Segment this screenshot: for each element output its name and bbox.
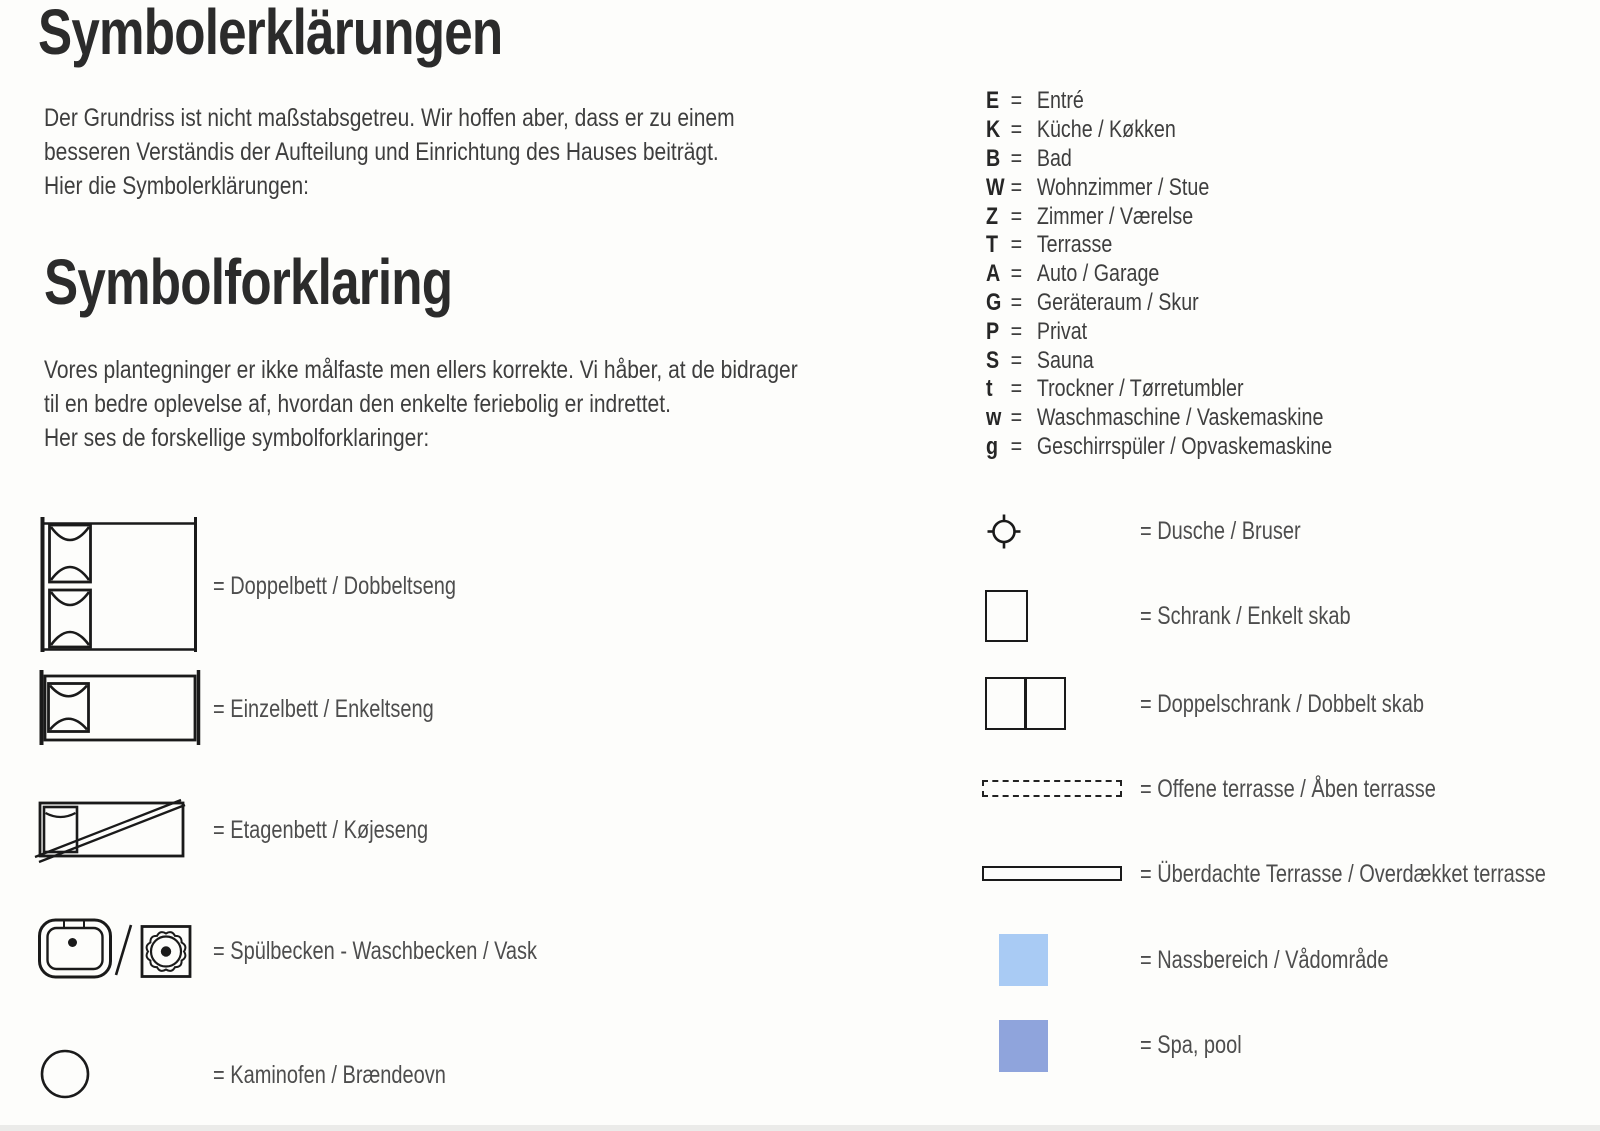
open-terrace-label: = Offene terrasse / Åben terrasse	[1140, 775, 1436, 803]
room-code-label: Waschmaschine / Vaskemaskine	[1036, 404, 1324, 432]
intro-da-line-1: Vores plantegninger er ikke målfaste men ellers korrekte. Vi håber, at de bidrager	[44, 356, 798, 384]
equals-sign: =	[1010, 260, 1023, 288]
room-code-row	[986, 231, 1332, 260]
room-code-letter: E	[986, 87, 1000, 115]
room-code-label: Terrasse	[1036, 231, 1113, 259]
wood-stove-icon	[38, 1044, 92, 1106]
double-wardrobe-label: = Doppelschrank / Dobbelt skab	[1140, 690, 1425, 718]
room-code-letter: G	[986, 288, 1002, 316]
room-code-row	[986, 289, 1332, 318]
equals-sign: =	[1010, 404, 1023, 432]
sink-washbasin-label: = Spülbecken - Waschbecken / Vask	[213, 937, 538, 965]
open-terrace-icon	[982, 780, 1122, 797]
room-code-row	[986, 87, 1332, 116]
room-code-label: Geräteraum / Skur	[1036, 288, 1199, 316]
room-code-label: Küche / Køkken	[1036, 116, 1176, 144]
room-code-letter: B	[986, 144, 1001, 172]
room-code-letter: t	[986, 375, 993, 403]
wardrobe-divider-line	[1024, 679, 1026, 728]
room-code-label: Privat	[1036, 317, 1088, 345]
equals-sign: =	[1010, 231, 1023, 259]
page-title-german: Symbolerklärungen	[38, 0, 503, 68]
intro-de-line-3: Hier die Symbolerklärungen:	[44, 172, 309, 200]
room-code-row	[986, 145, 1332, 174]
single-bed-icon	[34, 664, 204, 748]
room-code-row	[986, 173, 1332, 202]
equals-sign: =	[1010, 173, 1023, 201]
room-code-label: Wohnzimmer / Stue	[1036, 173, 1210, 201]
intro-de-line-1: Der Grundriss ist nicht maßstabsgetreu. Wir hoffen aber, dass er zu einem	[44, 104, 735, 132]
room-code-row	[986, 346, 1332, 375]
room-code-letter: T	[986, 231, 999, 259]
equals-sign: =	[1010, 375, 1023, 403]
bunk-bed-icon	[32, 794, 188, 866]
equals-sign: =	[1010, 317, 1023, 345]
bunk-bed-label: = Etagenbett / Køjeseng	[213, 816, 429, 844]
sink-washbasin-icon	[36, 912, 198, 980]
room-code-row	[986, 202, 1332, 231]
room-code-label: Geschirrspüler / Opvaskemaskine	[1036, 432, 1333, 460]
room-code-row	[986, 433, 1332, 462]
room-code-letter: W	[986, 173, 1005, 201]
room-code-row	[986, 116, 1332, 145]
equals-sign: =	[1010, 116, 1023, 144]
shower-label: = Dusche / Bruser	[1140, 517, 1301, 545]
page-title-danish: Symbolforklaring	[44, 246, 453, 318]
equals-sign: =	[1010, 144, 1023, 172]
room-code-letter: w	[986, 404, 1002, 432]
wood-stove-label: = Kaminofen / Brændeovn	[213, 1061, 446, 1089]
equals-sign: =	[1010, 202, 1023, 230]
room-code-row	[986, 404, 1332, 433]
equals-sign: =	[1010, 87, 1023, 115]
intro-da-line-3: Her ses de forskellige symbolforklaringer:	[44, 424, 430, 452]
shower-icon	[985, 511, 1023, 553]
spa-pool-label: = Spa, pool	[1140, 1031, 1242, 1059]
room-code-label: Sauna	[1036, 346, 1094, 374]
equals-sign: =	[1010, 288, 1023, 316]
equals-sign: =	[1010, 346, 1023, 374]
room-code-list	[986, 87, 1332, 461]
wet-area-icon	[999, 934, 1048, 986]
room-code-label: Auto / Garage	[1036, 260, 1160, 288]
room-code-label: Bad	[1036, 144, 1072, 172]
double-bed-label: = Doppelbett / Dobbeltseng	[213, 572, 456, 600]
room-code-label: Trockner / Tørretumbler	[1036, 375, 1244, 403]
double-bed-icon	[32, 504, 202, 654]
room-code-letter: S	[986, 346, 1000, 374]
room-code-row	[986, 375, 1332, 404]
covered-terrace-icon	[982, 866, 1122, 881]
room-code-letter: K	[986, 116, 1001, 144]
intro-paragraph-danish	[44, 353, 798, 455]
spa-pool-icon	[999, 1020, 1048, 1072]
room-code-letter: g	[986, 432, 999, 460]
page-bottom-scan-edge	[0, 1125, 1600, 1131]
room-code-letter: Z	[986, 202, 999, 230]
room-code-label: Entré	[1036, 87, 1084, 115]
intro-de-line-2: besseren Verständis der Aufteilung und Einrichtung des Hauses beiträgt.	[44, 138, 719, 166]
double-wardrobe-icon	[985, 677, 1066, 730]
wet-area-label: = Nassbereich / Vådområde	[1140, 946, 1389, 974]
room-code-label: Zimmer / Værelse	[1036, 202, 1194, 230]
intro-da-line-2: til en bedre oplevelse af, hvordan den enkelte feriebolig er indrettet.	[44, 390, 671, 418]
room-code-row	[986, 317, 1332, 346]
single-wardrobe-icon	[985, 590, 1028, 642]
room-code-letter: A	[986, 260, 1001, 288]
room-code-row	[986, 260, 1332, 289]
covered-terrace-label: = Überdachte Terrasse / Overdækket terrasse	[1140, 860, 1546, 888]
room-code-letter: P	[986, 317, 1000, 345]
single-wardrobe-label: = Schrank / Enkelt skab	[1140, 602, 1351, 630]
intro-paragraph-german	[44, 101, 735, 203]
single-bed-label: = Einzelbett / Enkeltseng	[213, 695, 434, 723]
equals-sign: =	[1010, 432, 1023, 460]
